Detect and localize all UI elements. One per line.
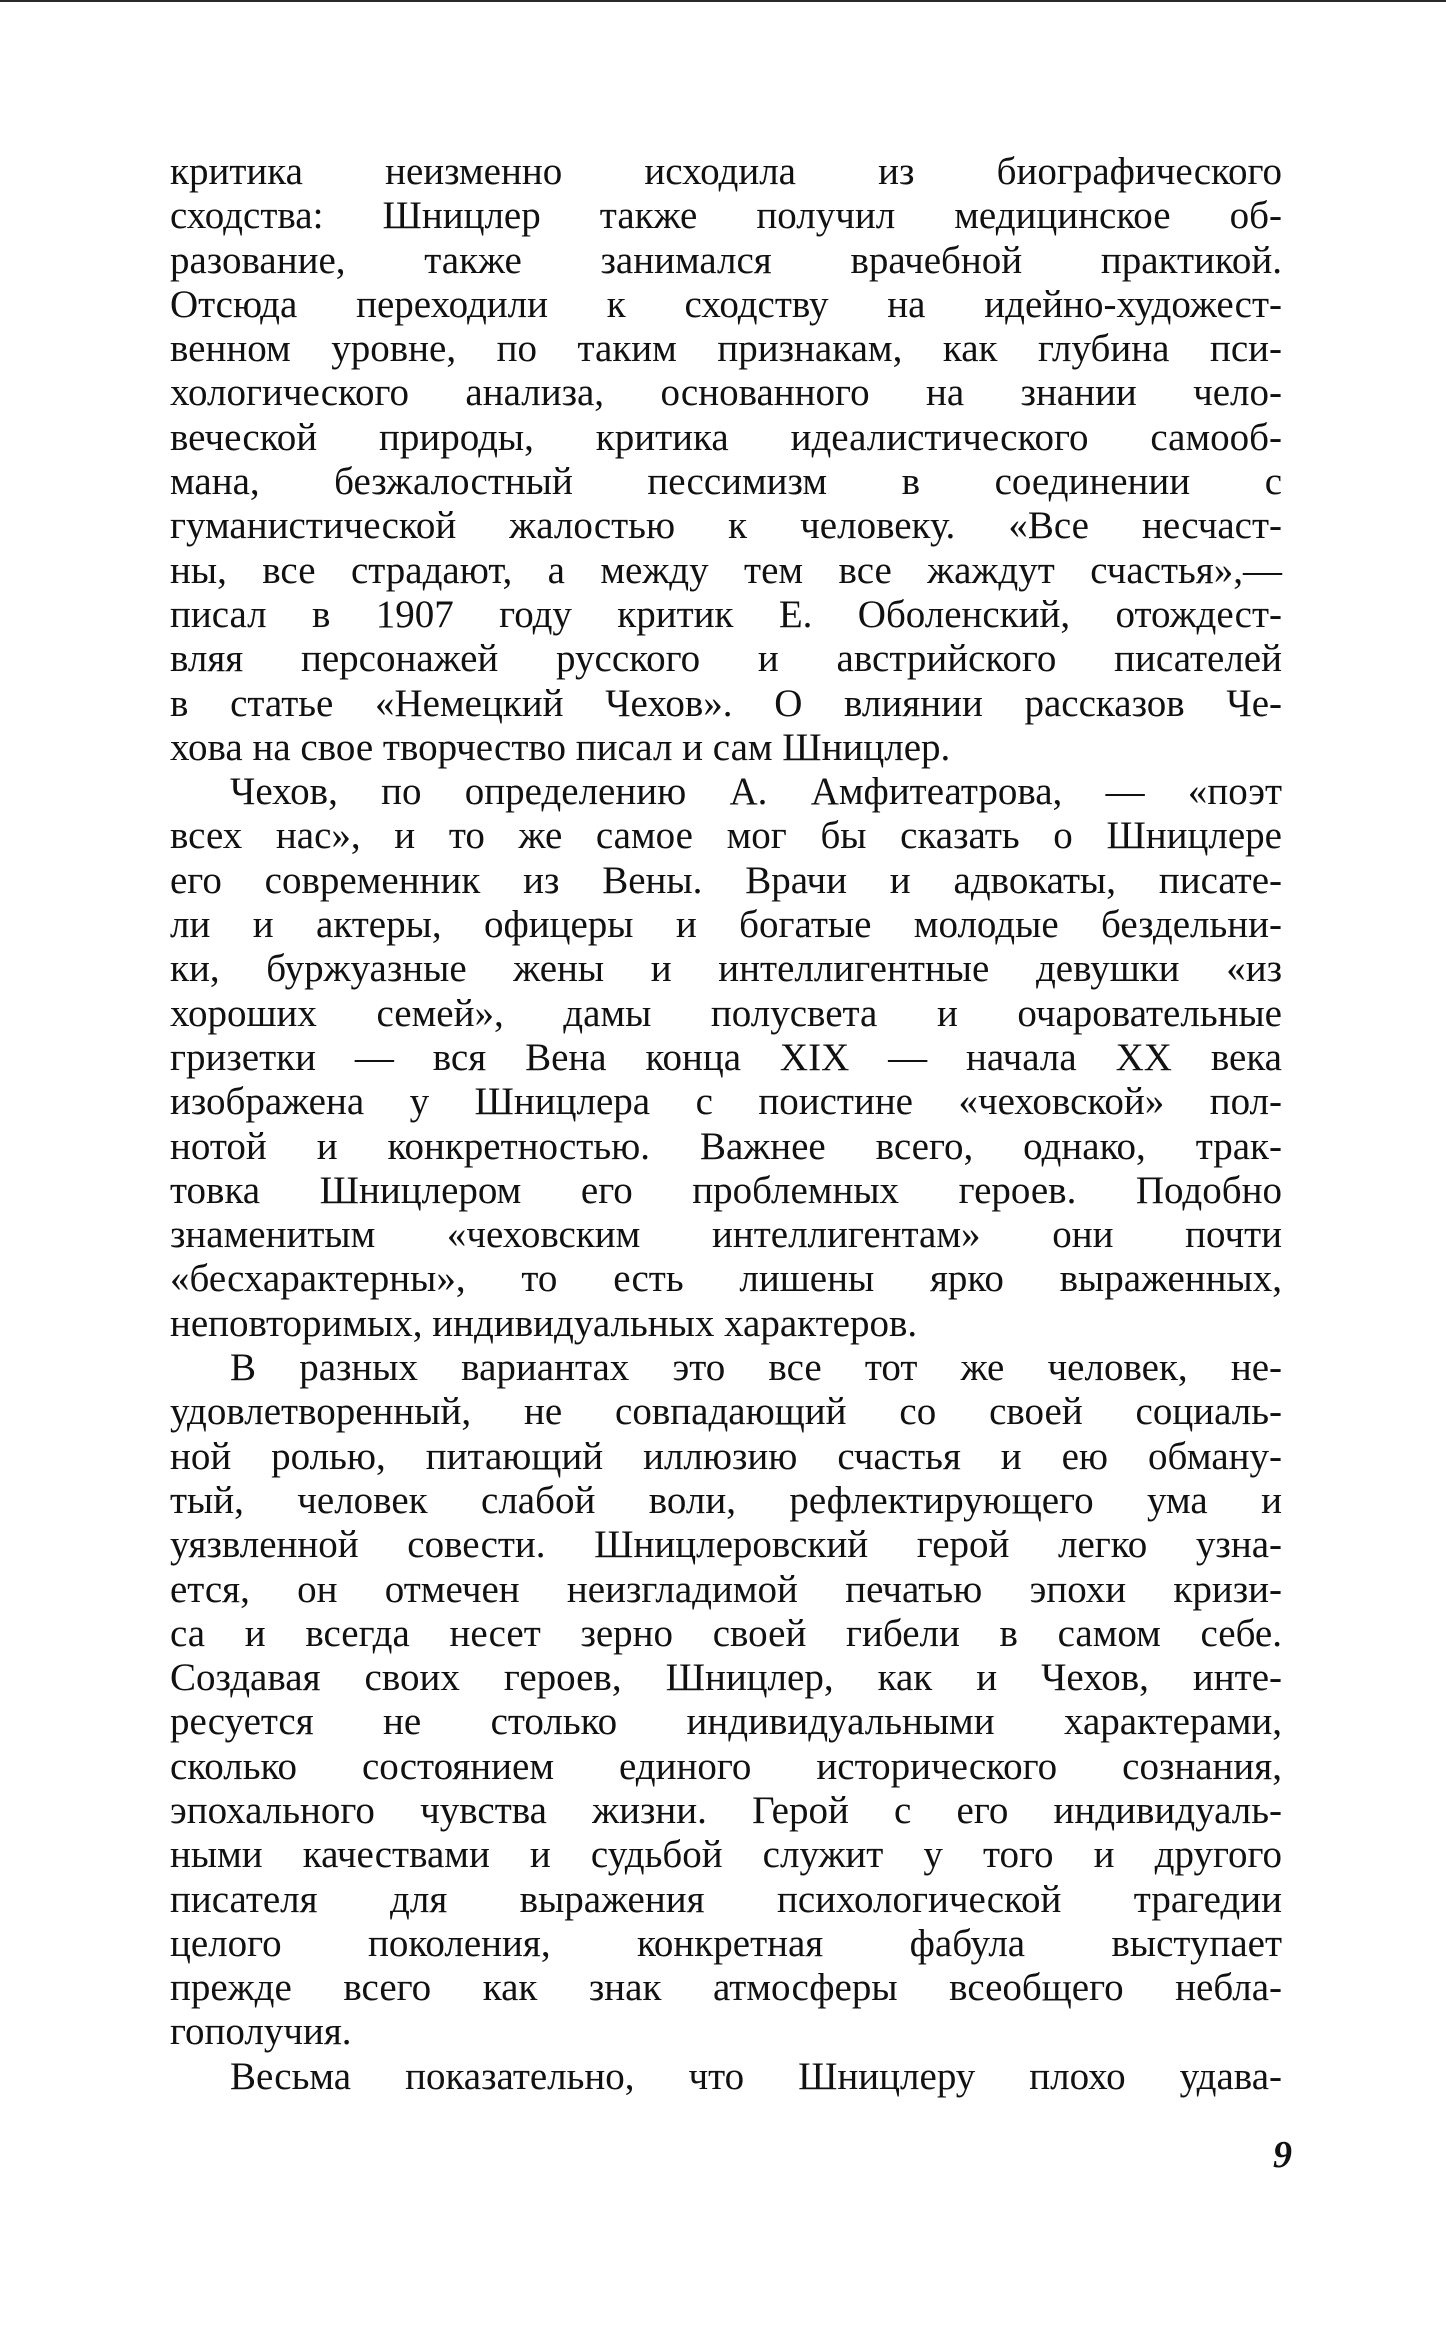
text-line: са и всегда несет зерно своей гибели в самом себе.	[170, 1611, 1282, 1655]
text-line: ными качествами и судьбой служит у того и другого	[170, 1833, 1282, 1877]
body-text	[170, 150, 1282, 2099]
text-line: разование, также занимался врачебной практикой.	[170, 238, 1282, 282]
text-line: нотой и конкретностью. Важнее всего, однако, трак-	[170, 1124, 1282, 1168]
text-line: Чехов, по определению А. Амфитеатрова, — «поэт	[230, 770, 1282, 814]
text-line: эпохального чувства жизни. Герой с его индивидуаль-	[170, 1788, 1282, 1832]
text-line: тый, человек слабой воли, рефлектирующего ума и	[170, 1478, 1282, 1522]
text-line: критика неизменно исходила из биографического	[170, 150, 1282, 193]
text-line: писал в 1907 году критик Е. Оболенский, отождест-	[170, 592, 1282, 636]
text-line: целого поколения, конкретная фабула выступает	[170, 1921, 1282, 1965]
text-line: гополучия.	[170, 2010, 352, 2054]
text-line: товка Шницлером его проблемных героев. Подобно	[170, 1168, 1282, 1212]
page-number: 9	[1273, 2134, 1292, 2176]
text-line: знаменитым «чеховским интеллигентам» они почти	[170, 1213, 1282, 1257]
text-line: ны, все страдают, а между тем все жаждут счастья»,—	[170, 548, 1282, 592]
text-line: хова на свое творчество писал и сам Шницлер.	[170, 725, 951, 769]
text-line: ли и актеры, офицеры и богатые молодые бездельни-	[170, 903, 1282, 947]
text-line: в статье «Немецкий Чехов». О влиянии рассказов Че-	[170, 681, 1282, 725]
text-line: Создавая своих героев, Шницлер, как и Чехов, инте-	[170, 1656, 1282, 1700]
text-line: писателя для выражения психологической трагедии	[170, 1877, 1282, 1921]
text-line: удовлетворенный, не совпадающий со своей социаль-	[170, 1390, 1282, 1434]
text-line: гризетки — вся Вена конца XIX — начала XX века	[170, 1035, 1282, 1079]
text-line: всех нас», и то же самое мог бы сказать о Шницлере	[170, 814, 1282, 858]
text-line: ется, он отмечен неизгладимой печатью эпохи кризи-	[170, 1567, 1282, 1611]
text-line: сколько состоянием единого исторического сознания,	[170, 1744, 1282, 1788]
text-line: Весьма показательно, что Шницлеру плохо удава-	[230, 2054, 1282, 2098]
text-line: В разных вариантах это все тот же человек, не-	[230, 1346, 1282, 1390]
text-line: ной ролью, питающий иллюзию счастья и ею обману-	[170, 1434, 1282, 1478]
text-line: хороших семей», дамы полусвета и очаровательные	[170, 991, 1282, 1035]
text-line: изображена у Шницлера с поистине «чеховской» пол-	[170, 1080, 1282, 1124]
text-line: Отсюда переходили к сходству на идейно-художест-	[170, 282, 1282, 326]
text-line: его современник из Вены. Врачи и адвокаты, писате-	[170, 858, 1282, 902]
scan-top-edge	[0, 0, 1446, 2]
text-line: неповторимых, индивидуальных характеров.	[170, 1301, 918, 1345]
text-line: хологического анализа, основанного на знании чело-	[170, 371, 1282, 415]
text-line: ресуется не столько индивидуальными характерами,	[170, 1700, 1282, 1744]
text-line: мана, безжалостный пессимизм в соединении с	[170, 460, 1282, 504]
text-line: венном уровне, по таким признакам, как глубина пси-	[170, 327, 1282, 371]
text-line: сходства: Шницлер также получил медицинское об-	[170, 194, 1282, 238]
text-line: гуманистической жалостью к человеку. «Все несчаст-	[170, 504, 1282, 548]
text-line: веческой природы, критика идеалистического самооб-	[170, 415, 1282, 459]
text-line: ки, буржуазные жены и интеллигентные девушки «из	[170, 947, 1282, 991]
text-line: вляя персонажей русского и австрийского писателей	[170, 637, 1282, 681]
text-line: «бесхарактерны», то есть лишены ярко выраженных,	[170, 1257, 1282, 1301]
text-line: уязвленной совести. Шницлеровский герой легко узна-	[170, 1523, 1282, 1567]
text-line: прежде всего как знак атмосферы всеобщего небла-	[170, 1966, 1282, 2010]
